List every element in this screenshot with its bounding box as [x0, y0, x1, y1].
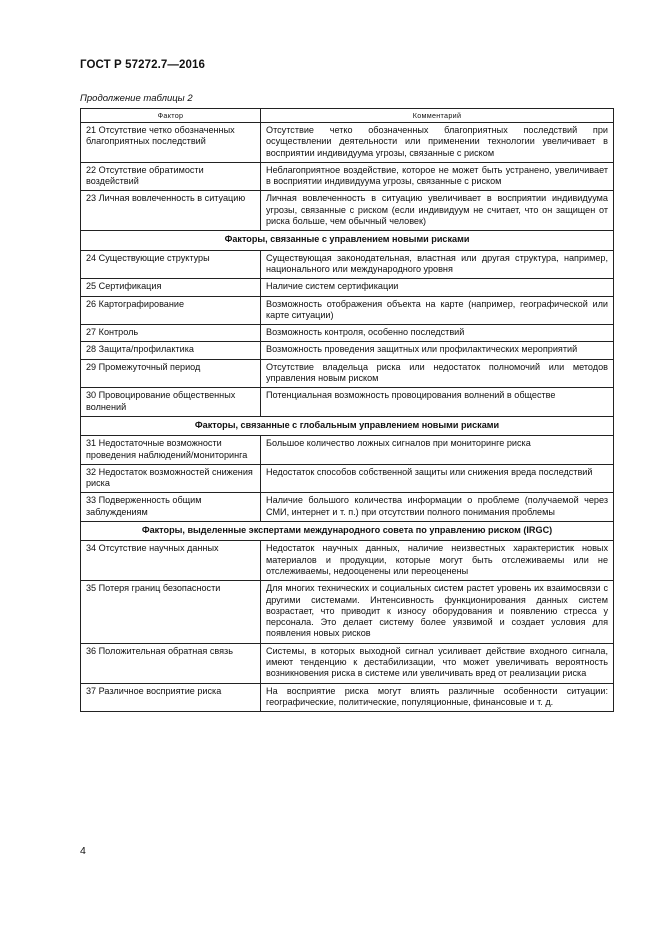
comment-cell: Неблагоприятное воздействие, которое не может быть устранено, увеличивает в восприятии индивидуума угрозы, связанные с риском [261, 162, 614, 191]
section-title: Факторы, связанные с глобальным управлением новыми рисками [81, 416, 614, 435]
table-row [81, 296, 614, 325]
factor-cell: 32 Недостаток возможностей снижения риска [81, 464, 261, 493]
table-row [81, 250, 614, 279]
factor-cell: 27 Контроль [81, 325, 261, 342]
section-header-row [81, 522, 614, 541]
factor-cell: 26 Картографирование [81, 296, 261, 325]
factor-cell: 29 Промежуточный период [81, 359, 261, 388]
table-row [81, 359, 614, 388]
table-row [81, 191, 614, 231]
table-row [81, 464, 614, 493]
document-header: ГОСТ Р 57272.7—2016 [80, 59, 205, 71]
factor-cell: 33 Подверженность общим заблуждениям [81, 493, 261, 522]
column-header-comment: Комментарий [261, 109, 614, 123]
factor-cell: 21 Отсутствие четко обозначенных благоприятных последствий [81, 123, 261, 163]
factor-cell: 28 Защита/профилактика [81, 342, 261, 359]
table-row [81, 683, 614, 712]
comment-cell: Недостаток способов собственной защиты или снижения вреда последствий [261, 464, 614, 493]
section-header-row [81, 231, 614, 250]
comment-cell: Существующая законодательная, властная или другая структура, например, национального или международного уровня [261, 250, 614, 279]
comment-cell: Наличие большого количества информации о проблеме (получаемой через СМИ, интернет и т. п.) при отсутствии полного понимания проблемы [261, 493, 614, 522]
factor-cell: 23 Личная вовлеченность в ситуацию [81, 191, 261, 231]
comment-cell: Недостаток научных данных, наличие неизвестных характеристик новых материалов и продукции, которые могут быть отслеживаемы или не отслеживаемы, недооценены или переоценены [261, 541, 614, 581]
table-row [81, 388, 614, 417]
table-row [81, 541, 614, 581]
table-row [81, 342, 614, 359]
comment-cell: На восприятие риска могут влиять различные особенности ситуации: географические, политические, популяционные, финансовые и т. д. [261, 683, 614, 712]
section-header-row [81, 416, 614, 435]
factor-cell: 31 Недостаточные возможности проведения наблюдений/мониторинга [81, 436, 261, 465]
comment-cell: Системы, в которых выходной сигнал усиливает действие входного сигнала, имеют тенденцию к дестабилизации, что может увеличивать вероятность возникновения риска в системе или увеличивать вред от реализации риска [261, 643, 614, 683]
table-continuation-label: Продолжение таблицы 2 [80, 93, 193, 104]
table-row [81, 493, 614, 522]
table-row [81, 581, 614, 643]
table-row [81, 162, 614, 191]
factor-cell: 36 Положительная обратная связь [81, 643, 261, 683]
comment-cell: Отсутствие владельца риска или недостаток полномочий или методов управления новым риском [261, 359, 614, 388]
comment-cell: Потенциальная возможность провоцирования волнений в обществе [261, 388, 614, 417]
factor-cell: 25 Сертификация [81, 279, 261, 296]
factor-cell: 34 Отсутствие научных данных [81, 541, 261, 581]
comment-cell: Наличие систем сертификации [261, 279, 614, 296]
factor-cell: 24 Существующие структуры [81, 250, 261, 279]
table-body [81, 123, 614, 712]
comment-cell: Возможность отображения объекта на карте (например, географической или карте ситуации) [261, 296, 614, 325]
factor-cell: 22 Отсутствие обратимости воздействий [81, 162, 261, 191]
factor-cell: 37 Различное восприятие риска [81, 683, 261, 712]
factor-cell: 35 Потеря границ безопасности [81, 581, 261, 643]
factors-table [80, 108, 614, 712]
table-row [81, 436, 614, 465]
comment-cell: Большое количество ложных сигналов при мониторинге риска [261, 436, 614, 465]
column-header-factor: Фактор [81, 109, 261, 123]
comment-cell: Отсутствие четко обозначенных благоприятных последствий при осуществлении деятельности или применении технологии увеличивает в восприятии индивидуума угрозы, связанные с риском [261, 123, 614, 163]
comment-cell: Для многих технических и социальных систем растет уровень их взаимосвязи с другими системами. Интенсивность функционирования данных систем возрастает, что приводит к износу оборудования и появлению стресса у персонала. Это делает систему более уязвимой и создает условия для появления новых рисков [261, 581, 614, 643]
table-header-row [81, 109, 614, 123]
section-title: Факторы, связанные с управлением новыми рисками [81, 231, 614, 250]
section-title: Факторы, выделенные экспертами международного совета по управлению риском (IRGC) [81, 522, 614, 541]
table-row [81, 643, 614, 683]
comment-cell: Возможность контроля, особенно последствий [261, 325, 614, 342]
comment-cell: Возможность проведения защитных или профилактических мероприятий [261, 342, 614, 359]
factor-cell: 30 Провоцирование общественных волнений [81, 388, 261, 417]
comment-cell: Личная вовлеченность в ситуацию увеличивает в восприятии индивидуума угрозы, связанные с риском (если индивидуум не считает, что он защищен от риска больше, чем обычный человек) [261, 191, 614, 231]
table-row [81, 279, 614, 296]
table-row [81, 325, 614, 342]
table-row [81, 123, 614, 163]
page-number: 4 [80, 845, 86, 857]
